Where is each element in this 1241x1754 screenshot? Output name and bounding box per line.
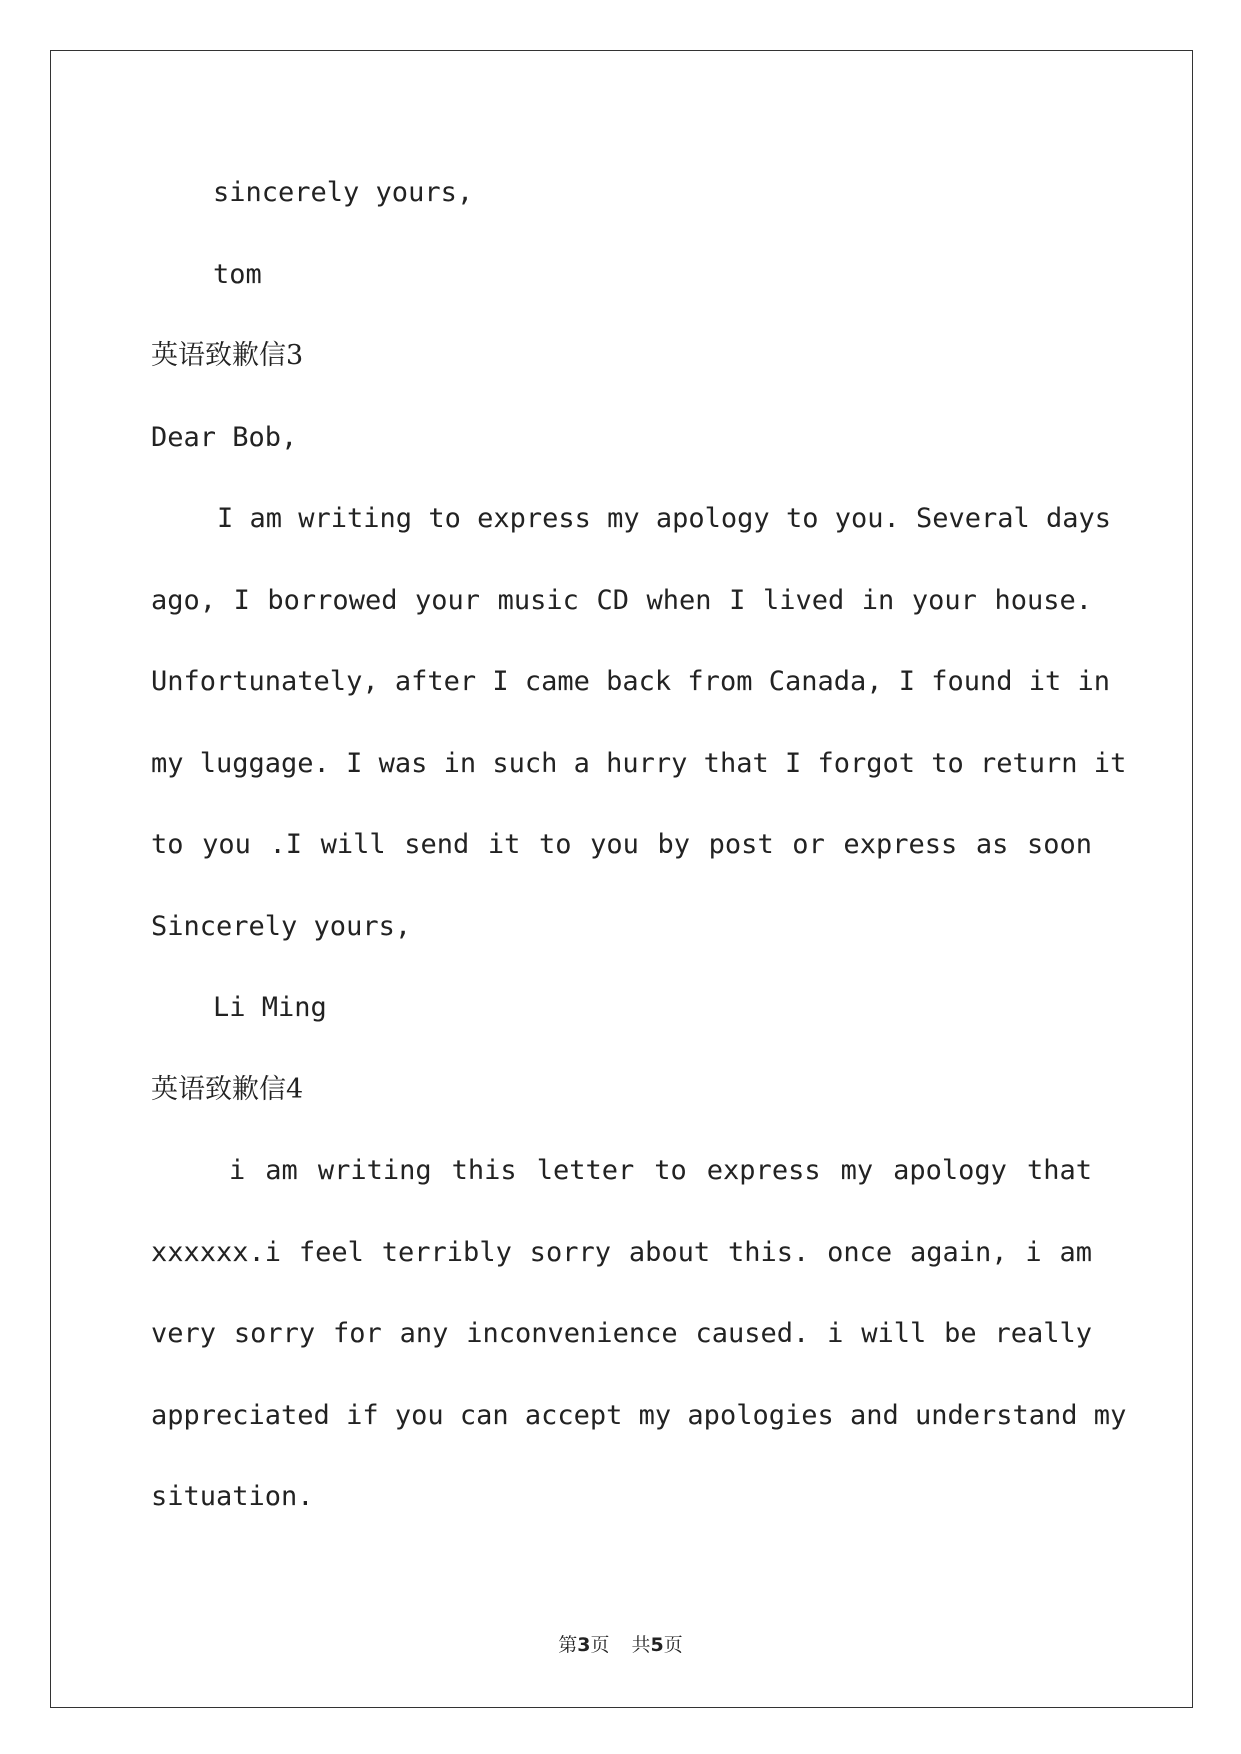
section-heading: 英语致歉信4 bbox=[151, 1073, 304, 1105]
text-line: Sincerely yours, bbox=[151, 910, 412, 942]
footer-total-suffix: 页 bbox=[663, 1634, 683, 1656]
footer-prefix: 第 bbox=[558, 1634, 578, 1656]
text-line: very sorry for any inconvenience caused. i will be really bbox=[151, 1318, 1092, 1349]
section-heading: 英语致歉信3 bbox=[151, 340, 304, 371]
text-line: tom bbox=[213, 258, 262, 290]
text-line: xxxxxx.i feel terribly sorry about this. once again, i am bbox=[151, 1236, 1092, 1268]
text-line: situation. bbox=[151, 1481, 314, 1512]
footer-total-pages: 5 bbox=[650, 1634, 664, 1656]
text-line: my luggage. I was in such a hurry that I forgot to return it bbox=[151, 747, 1127, 779]
footer-page-suffix: 页 bbox=[590, 1634, 610, 1656]
text-line: ago, I borrowed your music CD when I lived in your house. bbox=[151, 584, 1092, 616]
text-line: Unfortunately, after I came back from Canada, I found it in bbox=[151, 666, 1111, 697]
text-line: sincerely yours, bbox=[213, 177, 474, 208]
footer-total-prefix: 共 bbox=[631, 1634, 651, 1656]
text-line: to you .I will send it to you by post or express as soon bbox=[151, 829, 1092, 860]
document-body bbox=[151, 172, 1127, 1558]
text-line: Dear Bob, bbox=[151, 421, 298, 453]
text-line: Li Ming bbox=[213, 992, 327, 1023]
text-line: i am writing this letter to express my apology that bbox=[229, 1155, 1092, 1186]
text-line: appreciated if you can accept my apologies and understand my bbox=[151, 1399, 1127, 1431]
text-line: I am writing to express my apology to you. Several days bbox=[217, 503, 1112, 534]
footer-page-number: 3 bbox=[577, 1634, 591, 1656]
page-footer bbox=[0, 1630, 1241, 1657]
